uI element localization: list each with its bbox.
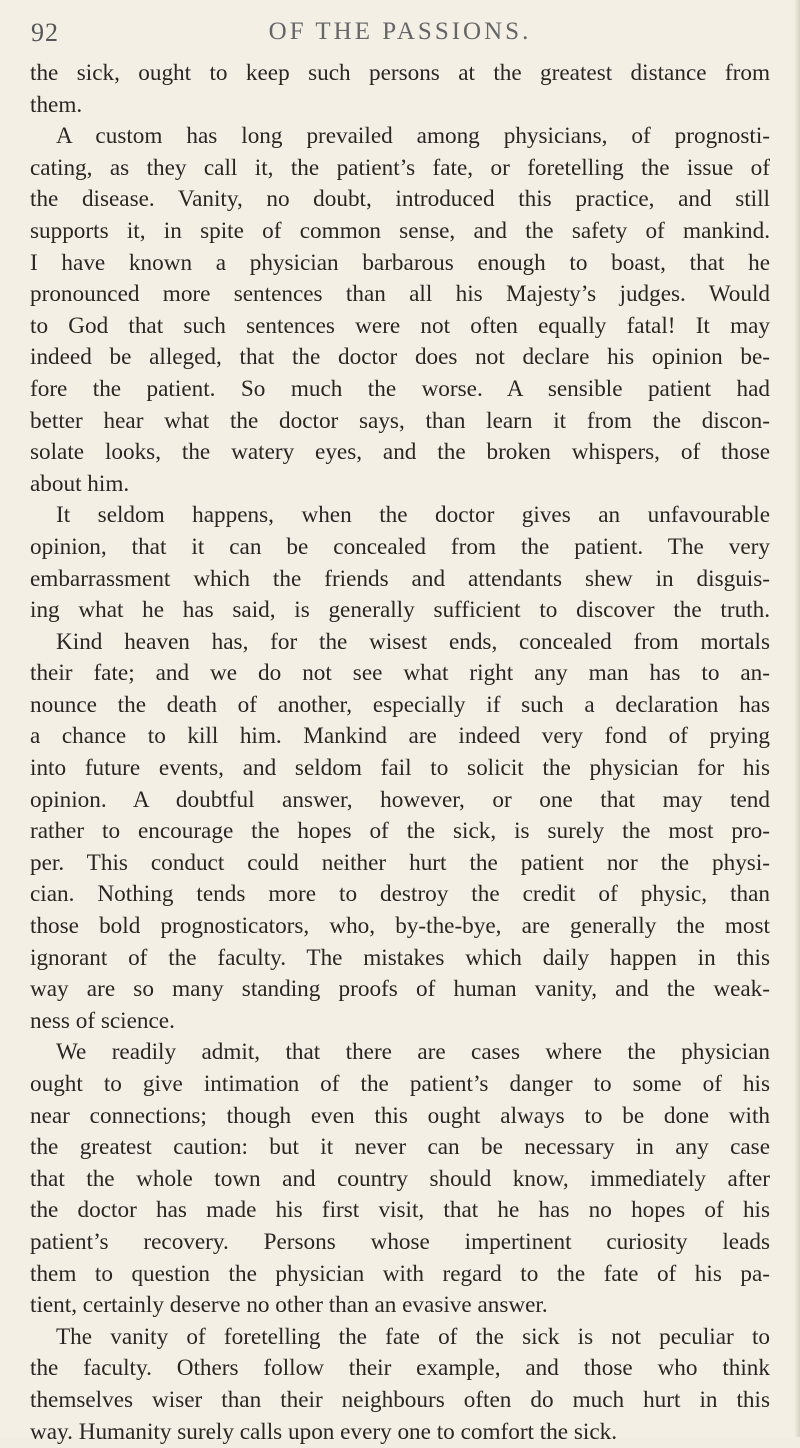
text-line: themselves wiser than their neighbours often do much hurt in this (30, 1386, 770, 1413)
text-line: the faculty. Others follow their example, and those who think (30, 1355, 770, 1382)
text-line: the disease. Vanity, no doubt, introduced this practice, and still (30, 186, 770, 213)
text-line: the doctor has made his first visit, that he has no hopes of his (30, 1197, 770, 1224)
text-line: cian. Nothing tends more to destroy the credit of physic, than (30, 881, 770, 908)
text-line: the greatest caution: but it never can be necessary in any case (30, 1134, 770, 1161)
text-line: them. (30, 91, 83, 118)
body-text (30, 58, 770, 1448)
text-line: per. This conduct could neither hurt the patient nor the physi- (30, 849, 770, 876)
text-line: embarrassment which the friends and attendants shew in disguis- (30, 565, 770, 592)
text-line: a chance to kill him. Mankind are indeed very fond of prying (30, 723, 770, 750)
text-line: ought to give intimation of the patient’s danger to some of his (30, 1071, 770, 1097)
text-line: ing what he has said, is generally sufficient to discover the truth. (30, 597, 770, 624)
text-line: solate looks, the watery eyes, and the broken whispers, of those (30, 439, 770, 466)
text-line: those bold prognosticators, who, by-the-bye, are generally the most (30, 913, 770, 940)
text-line: fore the patient. So much the worse. A sensible patient had (30, 375, 770, 402)
text-line: tient, certainly deserve no other than an evasive answer. (30, 1292, 548, 1319)
page-number: 92 (31, 18, 59, 47)
text-line: I have known a physician barbarous enough to boast, that he (30, 249, 770, 276)
page-header (0, 16, 800, 56)
text-line: way are so many standing proofs of human vanity, and the weak- (30, 976, 770, 1003)
running-head: OF THE PASSIONS. (268, 18, 532, 45)
text-line: indeed be alleged, that the doctor does not declare his opinion be- (30, 344, 770, 371)
text-line: supports it, in spite of common sense, and the safety of mankind. (30, 217, 770, 244)
text-line: rather to encourage the hopes of the sick, is surely the most pro- (30, 818, 770, 845)
text-line: The vanity of foretelling the fate of the sick is not peculiar to (56, 1323, 770, 1350)
page-edge-shadow (794, 0, 800, 1437)
text-line: nounce the death of another, especially if such a declaration has (30, 691, 770, 718)
text-line: better hear what the doctor says, than learn it from the discon- (30, 407, 770, 434)
text-line: that the whole town and country should know, immediately after (30, 1165, 770, 1192)
text-line: opinion. A doubtful answer, however, or one that may tend (30, 786, 770, 813)
text-line: about him. (30, 470, 130, 497)
text-line: the sick, ought to keep such persons at the greatest distance from (30, 60, 770, 86)
text-line: It seldom happens, when the doctor gives an unfavourable (56, 502, 770, 529)
text-line: them to question the physician with regard to the fate of his pa- (30, 1260, 770, 1287)
text-line: ness of science. (30, 1007, 175, 1034)
text-line: patient’s recovery. Persons whose impertinent curiosity leads (30, 1228, 770, 1255)
text-line: We readily admit, that there are cases where the physician (56, 1039, 770, 1066)
text-line: ignorant of the faculty. The mistakes which daily happen in this (30, 944, 770, 971)
text-line: way. Humanity surely calls upon every one to comfort the sick. (30, 1418, 618, 1445)
text-line: A custom has long prevailed among physicians, of prognosti- (56, 123, 770, 150)
text-line: opinion, that it can be concealed from the patient. The very (30, 533, 770, 560)
text-line: Kind heaven has, for the wisest ends, concealed from mortals (56, 628, 770, 655)
text-line: pronounced more sentences than all his Majesty’s judges. Would (30, 281, 770, 308)
text-line: cating, as they call it, the patient’s fate, or foretelling the issue of (30, 154, 770, 181)
text-line: to God that such sentences were not often equally fatal! It may (30, 312, 770, 339)
text-line: their fate; and we do not see what right any man has to an- (30, 660, 770, 687)
text-line: into future events, and seldom fail to solicit the physician for his (30, 755, 770, 782)
text-line: near connections; though even this ought always to be done with (30, 1102, 770, 1129)
